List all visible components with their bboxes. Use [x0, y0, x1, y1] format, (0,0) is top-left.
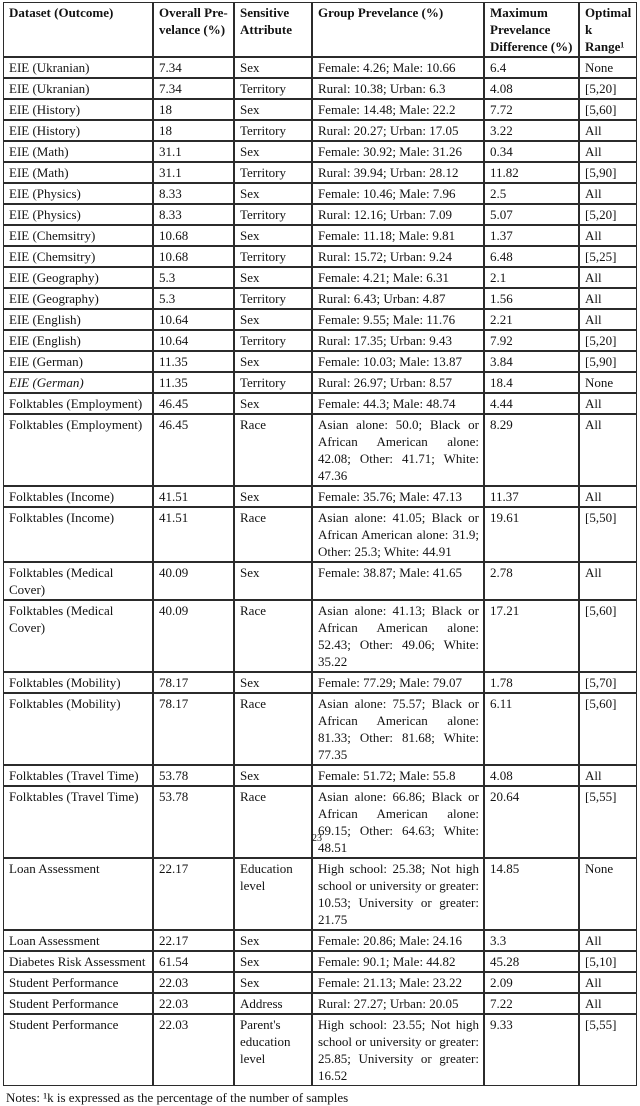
cell-max_diff: 20.64 [484, 786, 579, 858]
header-row [3, 2, 637, 57]
cell-dataset: Folktables (Income) [3, 507, 153, 562]
cell-group: Rural: 12.16; Urban: 7.09 [312, 204, 484, 225]
cell-max_diff: 5.07 [484, 204, 579, 225]
cell-dataset: EIE (Ukranian) [3, 57, 153, 78]
cell-dataset: EIE (English) [3, 330, 153, 351]
cell-max_diff: 3.3 [484, 930, 579, 951]
cell-attribute: Sex [234, 930, 312, 951]
header-line: Optimal [585, 5, 632, 20]
cell-k_range: [5,25] [579, 246, 637, 267]
cell-overall: 11.35 [153, 351, 234, 372]
cell-overall: 22.03 [153, 993, 234, 1014]
cell-dataset: Loan Assessment [3, 858, 153, 930]
cell-max_diff: 3.22 [484, 120, 579, 141]
table-row [3, 858, 637, 930]
table-row [3, 351, 637, 372]
cell-attribute: Sex [234, 99, 312, 120]
cell-overall: 53.78 [153, 765, 234, 786]
cell-overall: 10.64 [153, 330, 234, 351]
table-row [3, 246, 637, 267]
table-row [3, 99, 637, 120]
cell-attribute: Sex [234, 672, 312, 693]
cell-dataset: Folktables (Income) [3, 486, 153, 507]
cell-dataset: EIE (History) [3, 120, 153, 141]
cell-attribute: Race [234, 600, 312, 672]
cell-max_diff: 8.29 [484, 414, 579, 486]
header-line: Sensitive [240, 5, 290, 20]
header-line: velance (%) [159, 22, 226, 37]
cell-max_diff: 17.21 [484, 600, 579, 672]
cell-group: Female: 44.3; Male: 48.74 [312, 393, 484, 414]
cell-dataset: EIE (Ukranian) [3, 78, 153, 99]
cell-max_diff: 2.78 [484, 562, 579, 600]
prevalence-table [3, 2, 637, 1086]
cell-max_diff: 45.28 [484, 951, 579, 972]
cell-group: Asian alone: 50.0; Black or African American alone: 42.08; Other: 41.71; White: 47.36 [312, 414, 484, 486]
cell-k_range: [5,20] [579, 78, 637, 99]
cell-max_diff: 7.92 [484, 330, 579, 351]
table-row [3, 600, 637, 672]
cell-overall: 22.17 [153, 930, 234, 951]
cell-k_range: All [579, 486, 637, 507]
cell-overall: 11.35 [153, 372, 234, 393]
cell-attribute: Territory [234, 162, 312, 183]
cell-overall: 78.17 [153, 672, 234, 693]
cell-attribute: Address [234, 993, 312, 1014]
cell-overall: 61.54 [153, 951, 234, 972]
cell-attribute: Sex [234, 141, 312, 162]
table-row [3, 786, 637, 858]
cell-max_diff: 1.37 [484, 225, 579, 246]
table-row [3, 162, 637, 183]
cell-attribute: Territory [234, 372, 312, 393]
cell-group: Female: 38.87; Male: 41.65 [312, 562, 484, 600]
cell-k_range: None [579, 372, 637, 393]
cell-max_diff: 11.82 [484, 162, 579, 183]
cell-dataset: EIE (History) [3, 99, 153, 120]
cell-overall: 31.1 [153, 162, 234, 183]
cell-max_diff: 11.37 [484, 486, 579, 507]
table-row [3, 951, 637, 972]
header-line: Prevelance [490, 22, 551, 37]
cell-max_diff: 0.34 [484, 141, 579, 162]
cell-group: Female: 4.21; Male: 6.31 [312, 267, 484, 288]
cell-attribute: Sex [234, 765, 312, 786]
cell-overall: 22.03 [153, 1014, 234, 1086]
cell-overall: 10.68 [153, 225, 234, 246]
cell-group: Asian alone: 41.13; Black or African American alone: 52.43; Other: 49.06; White: 35.22 [312, 600, 484, 672]
cell-k_range: All [579, 225, 637, 246]
cell-k_range: [5,20] [579, 330, 637, 351]
cell-max_diff: 7.72 [484, 99, 579, 120]
cell-attribute: Race [234, 414, 312, 486]
cell-attribute: Sex [234, 393, 312, 414]
cell-attribute: Race [234, 507, 312, 562]
table-row [3, 183, 637, 204]
cell-dataset: EIE (Physics) [3, 183, 153, 204]
cell-group: Female: 90.1; Male: 44.82 [312, 951, 484, 972]
cell-attribute: Race [234, 693, 312, 765]
cell-attribute: Sex [234, 57, 312, 78]
cell-k_range: All [579, 930, 637, 951]
header-line: Overall Pre- [159, 5, 228, 20]
cell-overall: 7.34 [153, 57, 234, 78]
table-row [3, 309, 637, 330]
cell-k_range: [5,90] [579, 162, 637, 183]
column-header-overall [153, 2, 234, 57]
table-row [3, 993, 637, 1014]
table-row [3, 414, 637, 486]
cell-overall: 22.03 [153, 972, 234, 993]
table-row [3, 120, 637, 141]
cell-max_diff: 4.44 [484, 393, 579, 414]
cell-max_diff: 2.5 [484, 183, 579, 204]
cell-attribute: Territory [234, 288, 312, 309]
table-row [3, 372, 637, 393]
cell-overall: 40.09 [153, 600, 234, 672]
cell-k_range: All [579, 141, 637, 162]
cell-max_diff: 6.48 [484, 246, 579, 267]
cell-attribute: Sex [234, 309, 312, 330]
cell-dataset: Folktables (Mobility) [3, 693, 153, 765]
cell-group: Female: 9.55; Male: 11.76 [312, 309, 484, 330]
cell-k_range: None [579, 858, 637, 930]
cell-dataset: EIE (Physics) [3, 204, 153, 225]
header-line: Group Prevelance (%) [318, 5, 444, 20]
cell-k_range: All [579, 993, 637, 1014]
cell-overall: 53.78 [153, 786, 234, 858]
header-line: Difference (%) [490, 39, 573, 54]
cell-group: Female: 11.18; Male: 9.81 [312, 225, 484, 246]
cell-dataset: EIE (German) [3, 351, 153, 372]
cell-dataset: Folktables (Travel Time) [3, 786, 153, 858]
header-line: Maximum [490, 5, 548, 20]
table-row [3, 141, 637, 162]
cell-max_diff: 18.4 [484, 372, 579, 393]
cell-group: Rural: 20.27; Urban: 17.05 [312, 120, 484, 141]
cell-dataset: EIE (Geography) [3, 267, 153, 288]
table-header [3, 2, 637, 57]
cell-attribute: Territory [234, 204, 312, 225]
cell-k_range: [5,10] [579, 951, 637, 972]
cell-overall: 41.51 [153, 507, 234, 562]
cell-group: Female: 21.13; Male: 23.22 [312, 972, 484, 993]
cell-dataset: EIE (German) [3, 372, 153, 393]
cell-overall: 40.09 [153, 562, 234, 600]
table-row [3, 507, 637, 562]
cell-dataset: Student Performance [3, 1014, 153, 1086]
table-row [3, 1014, 637, 1086]
cell-k_range: All [579, 972, 637, 993]
cell-attribute: Parent's education level [234, 1014, 312, 1086]
cell-max_diff: 3.84 [484, 351, 579, 372]
cell-group: Rural: 10.38; Urban: 6.3 [312, 78, 484, 99]
cell-overall: 8.33 [153, 204, 234, 225]
cell-max_diff: 9.33 [484, 1014, 579, 1086]
cell-max_diff: 2.1 [484, 267, 579, 288]
cell-group: Female: 30.92; Male: 31.26 [312, 141, 484, 162]
cell-overall: 41.51 [153, 486, 234, 507]
table-row [3, 562, 637, 600]
cell-k_range: All [579, 562, 637, 600]
cell-group: Asian alone: 66.86; Black or African American alone: 69.15; Other: 64.63; White: 48.51 [312, 786, 484, 858]
table-row [3, 486, 637, 507]
cell-max_diff: 2.21 [484, 309, 579, 330]
cell-group: Female: 10.03; Male: 13.87 [312, 351, 484, 372]
cell-overall: 18 [153, 120, 234, 141]
cell-overall: 5.3 [153, 267, 234, 288]
cell-attribute: Sex [234, 183, 312, 204]
cell-k_range: [5,50] [579, 507, 637, 562]
cell-k_range: All [579, 414, 637, 486]
cell-attribute: Territory [234, 246, 312, 267]
cell-dataset: Folktables (Employment) [3, 414, 153, 486]
cell-overall: 22.17 [153, 858, 234, 930]
cell-attribute: Education level [234, 858, 312, 930]
cell-group: Female: 51.72; Male: 55.8 [312, 765, 484, 786]
cell-group: Rural: 17.35; Urban: 9.43 [312, 330, 484, 351]
cell-max_diff: 19.61 [484, 507, 579, 562]
cell-group: Rural: 15.72; Urban: 9.24 [312, 246, 484, 267]
cell-dataset: EIE (English) [3, 309, 153, 330]
cell-k_range: [5,60] [579, 99, 637, 120]
cell-group: Female: 35.76; Male: 47.13 [312, 486, 484, 507]
cell-attribute: Race [234, 786, 312, 858]
cell-overall: 46.45 [153, 393, 234, 414]
cell-overall: 78.17 [153, 693, 234, 765]
table-row [3, 57, 637, 78]
table-row [3, 330, 637, 351]
cell-attribute: Sex [234, 972, 312, 993]
cell-overall: 7.34 [153, 78, 234, 99]
column-header-group [312, 2, 484, 57]
cell-k_range: All [579, 288, 637, 309]
cell-max_diff: 1.78 [484, 672, 579, 693]
table-row [3, 393, 637, 414]
column-header-dataset [3, 2, 153, 57]
cell-dataset: EIE (Chemsitry) [3, 246, 153, 267]
cell-k_range: [5,60] [579, 600, 637, 672]
cell-overall: 18 [153, 99, 234, 120]
page-number: 23 [312, 833, 322, 844]
cell-k_range: All [579, 393, 637, 414]
cell-dataset: EIE (Chemsitry) [3, 225, 153, 246]
cell-k_range: All [579, 267, 637, 288]
cell-group: Asian alone: 75.57; Black or African American alone: 81.33; Other: 81.68; White: 77.35 [312, 693, 484, 765]
cell-max_diff: 1.56 [484, 288, 579, 309]
table-body [3, 57, 637, 1086]
cell-dataset: EIE (Geography) [3, 288, 153, 309]
cell-dataset: Loan Assessment [3, 930, 153, 951]
cell-dataset: Folktables (Medical Cover) [3, 600, 153, 672]
cell-k_range: All [579, 183, 637, 204]
cell-dataset: Folktables (Medical Cover) [3, 562, 153, 600]
cell-attribute: Territory [234, 78, 312, 99]
cell-attribute: Sex [234, 562, 312, 600]
cell-overall: 10.68 [153, 246, 234, 267]
table-row [3, 693, 637, 765]
cell-group: Female: 77.29; Male: 79.07 [312, 672, 484, 693]
table-row [3, 672, 637, 693]
cell-overall: 10.64 [153, 309, 234, 330]
cell-k_range: [5,60] [579, 693, 637, 765]
cell-max_diff: 2.09 [484, 972, 579, 993]
cell-group: Female: 14.48; Male: 22.2 [312, 99, 484, 120]
cell-max_diff: 6.4 [484, 57, 579, 78]
cell-dataset: Folktables (Travel Time) [3, 765, 153, 786]
table-row [3, 78, 637, 99]
cell-k_range: [5,90] [579, 351, 637, 372]
cell-attribute: Territory [234, 120, 312, 141]
cell-k_range: [5,55] [579, 786, 637, 858]
column-header-k_range [579, 2, 637, 57]
column-header-attribute [234, 2, 312, 57]
table-row [3, 267, 637, 288]
cell-attribute: Sex [234, 951, 312, 972]
table-row [3, 288, 637, 309]
cell-dataset: Diabetes Risk Assessment [3, 951, 153, 972]
cell-max_diff: 14.85 [484, 858, 579, 930]
table-row [3, 765, 637, 786]
cell-k_range: All [579, 120, 637, 141]
header-line: k [585, 22, 593, 37]
cell-k_range: None [579, 57, 637, 78]
header-line: Dataset (Outcome) [9, 5, 114, 20]
cell-max_diff: 4.08 [484, 765, 579, 786]
cell-dataset: EIE (Math) [3, 162, 153, 183]
cell-dataset: Student Performance [3, 972, 153, 993]
cell-group: High school: 23.55; Not high school or university or greater: 25.85; University or greater: 16.52 [312, 1014, 484, 1086]
cell-dataset: EIE (Math) [3, 141, 153, 162]
column-header-max_diff [484, 2, 579, 57]
cell-k_range: [5,70] [579, 672, 637, 693]
cell-k_range: All [579, 309, 637, 330]
cell-attribute: Sex [234, 351, 312, 372]
cell-group: Rural: 26.97; Urban: 8.57 [312, 372, 484, 393]
cell-attribute: Sex [234, 486, 312, 507]
table-row [3, 972, 637, 993]
cell-group: High school: 25.38; Not high school or university or greater: 10.53; University or greater: 21.75 [312, 858, 484, 930]
table-row [3, 225, 637, 246]
cell-overall: 31.1 [153, 141, 234, 162]
cell-dataset: Folktables (Mobility) [3, 672, 153, 693]
cell-dataset: Folktables (Employment) [3, 393, 153, 414]
cell-group: Rural: 6.43; Urban: 4.87 [312, 288, 484, 309]
cell-attribute: Sex [234, 267, 312, 288]
cell-group: Female: 4.26; Male: 10.66 [312, 57, 484, 78]
cell-max_diff: 7.22 [484, 993, 579, 1014]
cell-group: Asian alone: 41.05; Black or African American alone: 31.9; Other: 25.3; White: 44.91 [312, 507, 484, 562]
cell-max_diff: 4.08 [484, 78, 579, 99]
header-line: Range¹ [585, 39, 625, 54]
table-row [3, 930, 637, 951]
header-line: Attribute [240, 22, 292, 37]
table-row [3, 204, 637, 225]
cell-group: Female: 20.86; Male: 24.16 [312, 930, 484, 951]
cell-group: Rural: 27.27; Urban: 20.05 [312, 993, 484, 1014]
cell-attribute: Territory [234, 330, 312, 351]
cell-overall: 8.33 [153, 183, 234, 204]
cell-dataset: Student Performance [3, 993, 153, 1014]
cell-k_range: [5,55] [579, 1014, 637, 1086]
cell-group: Rural: 39.94; Urban: 28.12 [312, 162, 484, 183]
cell-max_diff: 6.11 [484, 693, 579, 765]
cell-group: Female: 10.46; Male: 7.96 [312, 183, 484, 204]
cell-k_range: [5,20] [579, 204, 637, 225]
table-footnote: Notes: ¹k is expressed as the percentage of the number of samples [6, 1090, 349, 1105]
cell-overall: 5.3 [153, 288, 234, 309]
cell-overall: 46.45 [153, 414, 234, 486]
cell-k_range: All [579, 765, 637, 786]
cell-attribute: Sex [234, 225, 312, 246]
